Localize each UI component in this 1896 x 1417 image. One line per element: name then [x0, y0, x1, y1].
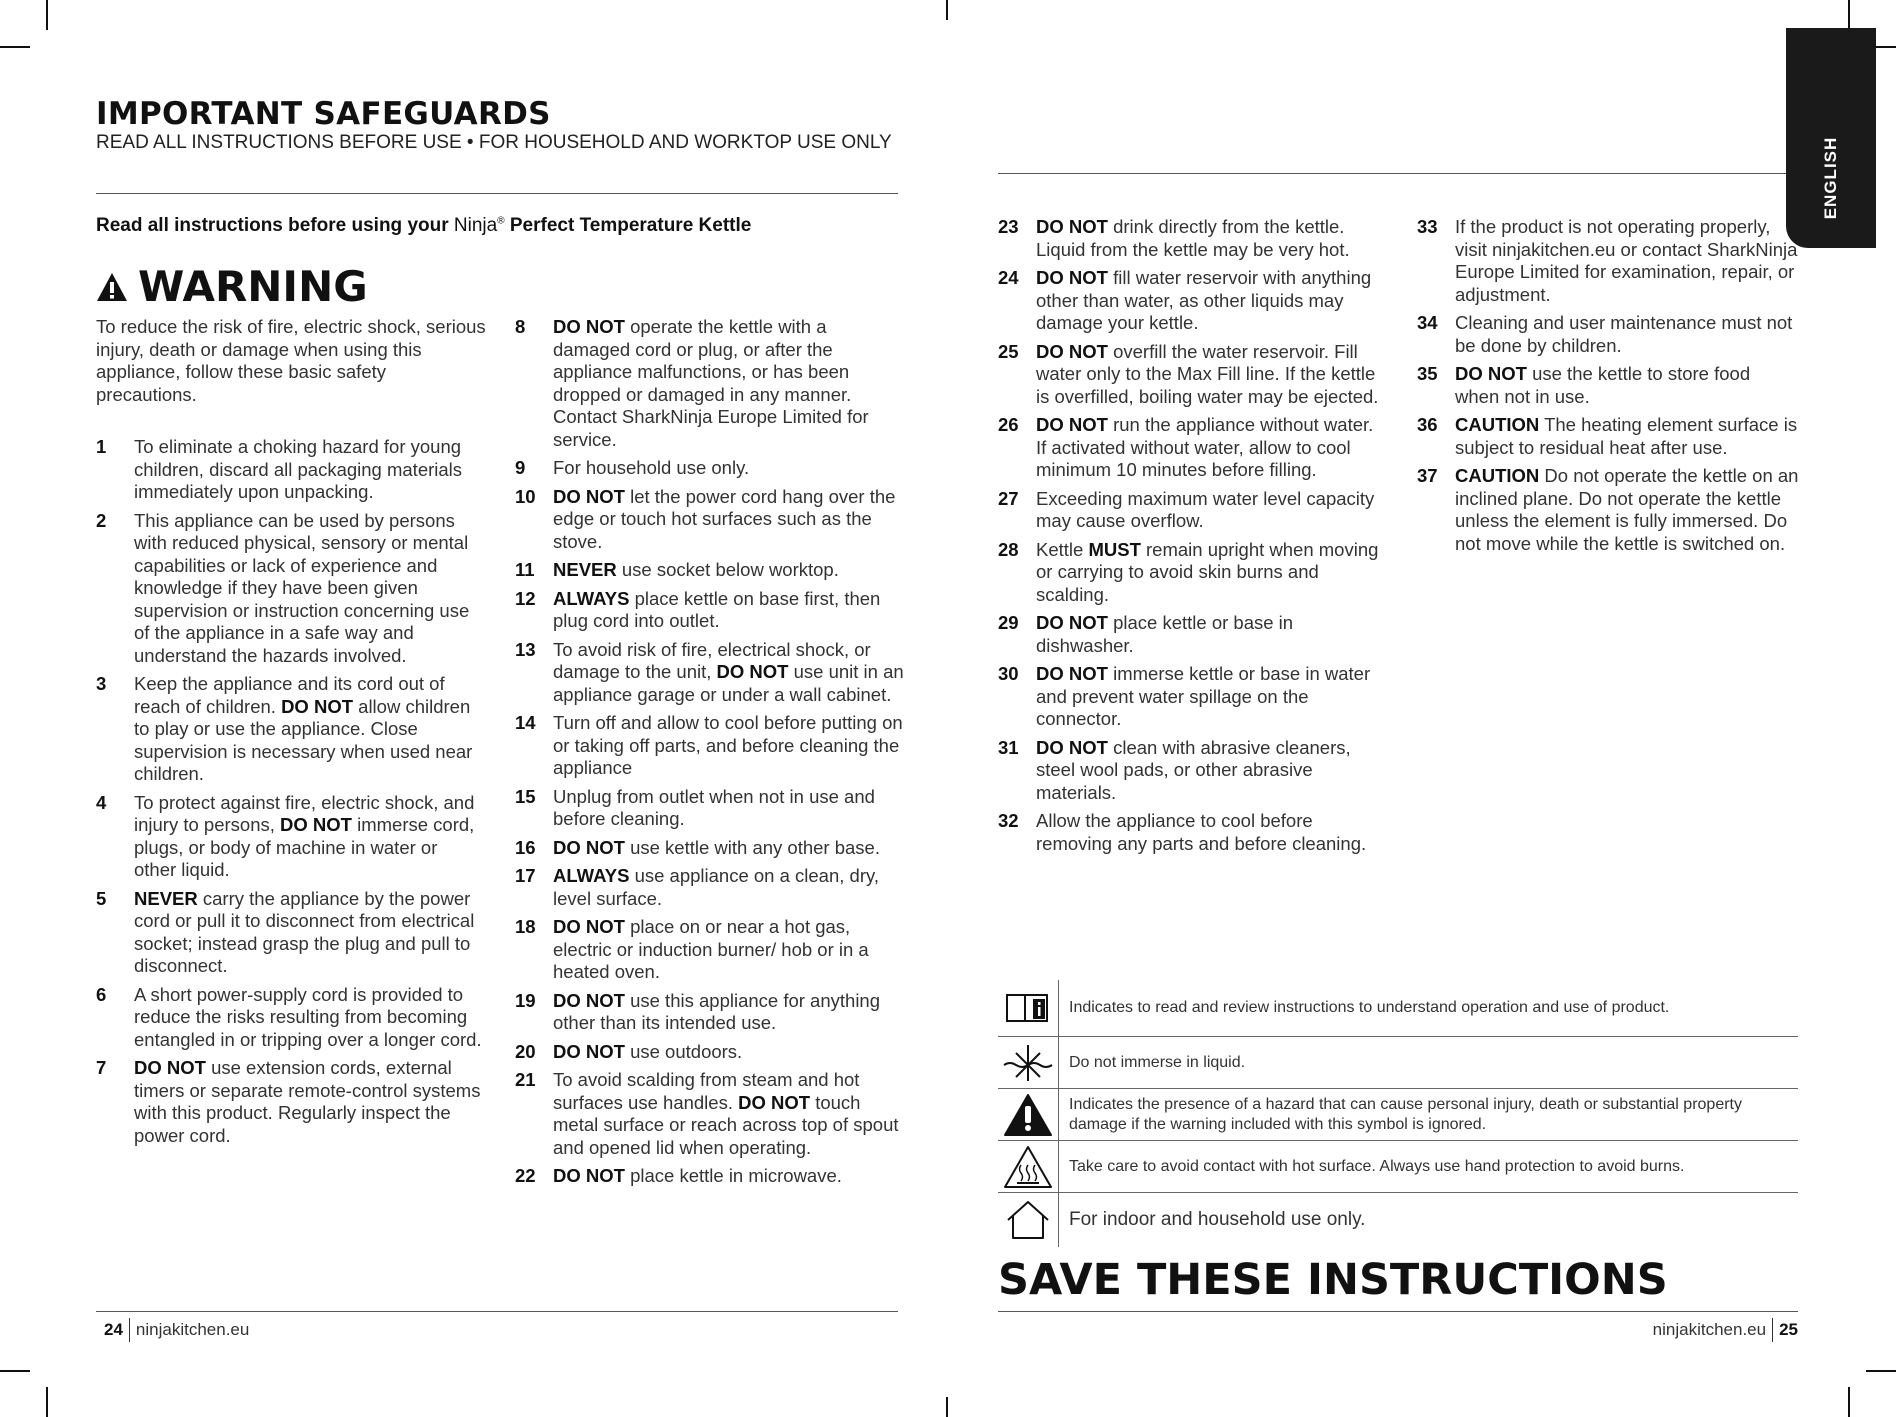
item-number: 4 — [96, 791, 107, 813]
safeguard-item — [96, 436, 484, 504]
item-emphasis: DO NOT — [553, 1165, 625, 1186]
item-number: 36 — [1417, 414, 1438, 435]
warning-heading — [96, 262, 368, 311]
symbol-row — [998, 980, 1798, 1037]
item-text: For household use only. — [553, 457, 750, 478]
item-emphasis: DO NOT — [716, 661, 789, 682]
safeguard-item — [998, 341, 1380, 409]
symbol-row — [998, 1037, 1798, 1089]
footer-right — [1653, 1318, 1798, 1342]
item-text: This appliance can be used by persons with reduced physical, sensory or mental capabilities or lack of experience and knowledge if they have been given supervision or instruction concerning use of the appliance in a safe way and understand the hazards involved. — [134, 509, 470, 666]
item-emphasis: DO NOT — [1036, 340, 1108, 362]
item-text: To avoid risk of fire, electrical shock, or damage to the unit, DO NOT use unit in an appliance garage or under a wall cabinet. — [553, 638, 904, 705]
symbol-description: Indicates to read and review instructions to understand operation and use of product. — [1069, 999, 1670, 1016]
safeguard-item — [515, 559, 905, 582]
item-number: 1 — [96, 436, 107, 457]
footer-separator — [1772, 1318, 1773, 1342]
item-emphasis: NEVER — [553, 559, 617, 580]
symbol-row — [998, 1089, 1798, 1141]
safeguard-item — [96, 510, 484, 668]
safeguard-item — [1417, 465, 1799, 555]
item-number: 2 — [96, 509, 107, 531]
product-name: Perfect Temperature Kettle — [509, 215, 752, 236]
item-text: NEVER use socket below worktop. — [553, 559, 839, 580]
item-text: Keep the appliance and its cord out of reach of children. DO NOT allow children to play or use the appliance. Close supervision is necessary when used near children. — [134, 673, 473, 784]
item-number: 5 — [96, 887, 107, 909]
item-emphasis: DO NOT — [1455, 363, 1527, 384]
read-all-notice — [96, 215, 751, 237]
item-text: DO NOT run the appliance without water. If activated without water, allow to cool minimum 10 minutes before filling. — [1036, 414, 1374, 480]
item-number: 26 — [998, 414, 1019, 435]
safeguard-item — [515, 916, 905, 984]
item-emphasis: CAUTION — [1455, 414, 1540, 435]
item-text: ALWAYS use appliance on a clean, dry, level surface. — [553, 865, 879, 909]
item-number: 8 — [515, 316, 526, 337]
item-text: CAUTION The heating element surface is subject to residual heat after use. — [1455, 414, 1798, 458]
item-emphasis: MUST — [1088, 538, 1141, 560]
item-text: Cleaning and user maintenance must not be done by children. — [1455, 312, 1793, 356]
language-tab — [1786, 28, 1876, 248]
item-number: 12 — [515, 587, 536, 609]
safeguard-item — [1417, 363, 1799, 408]
safeguard-item — [1417, 312, 1799, 357]
do-not-immerse-icon — [998, 1037, 1059, 1088]
safeguard-item — [96, 888, 484, 978]
item-text: Allow the appliance to cool before removing any parts and before cleaning. — [1036, 810, 1367, 854]
safeguard-item — [998, 267, 1380, 335]
item-text: Exceeding maximum water level capacity may cause overflow. — [1036, 487, 1375, 531]
item-text: To eliminate a choking hazard for young children, discard all packaging materials immediately upon unpacking. — [134, 436, 463, 502]
indoor-use-icon — [998, 1193, 1059, 1247]
item-text: DO NOT clean with abrasive cleaners, steel wool pads, or other abrasive materials. — [1036, 736, 1351, 803]
item-number: 27 — [998, 487, 1019, 509]
safeguard-item — [515, 1165, 905, 1188]
item-text: Unplug from outlet when not in use and before cleaning. — [553, 785, 875, 829]
header-divider-left — [96, 193, 898, 194]
footer-divider-left — [96, 1311, 898, 1312]
safeguard-item — [998, 663, 1380, 731]
item-emphasis: ALWAYS — [553, 587, 630, 609]
item-number: 9 — [515, 457, 526, 478]
item-number: 34 — [1417, 312, 1438, 333]
footer-separator — [129, 1318, 130, 1342]
safeguard-item — [96, 1057, 484, 1147]
safeguard-item — [515, 639, 905, 707]
item-number: 31 — [998, 736, 1019, 758]
item-number: 7 — [96, 1057, 107, 1078]
warning-intro: To reduce the risk of fire, electric shock, serious injury, death or damage when using this appliance, follow these basic safety precautions. — [96, 316, 486, 405]
item-text: DO NOT operate the kettle with a damaged cord or plug, or after the appliance malfunctions, or has been dropped or damaged in any manner. Contact SharkNinja Europe Limited for service. — [553, 316, 869, 450]
safeguard-item — [515, 786, 905, 831]
item-text: If the product is not operating properly, visit ninjakitchen.eu or contact SharkNinja Europe Limited for examination, repair, or adjustment. — [1455, 216, 1798, 305]
safeguard-item — [515, 457, 905, 480]
item-emphasis: CAUTION — [1455, 465, 1540, 486]
safeguard-item — [998, 216, 1380, 261]
registered-mark: ® — [497, 215, 505, 227]
item-text: ALWAYS place kettle on base first, then plug cord into outlet. — [553, 587, 881, 631]
item-text: DO NOT place kettle or base in dishwasher. — [1036, 612, 1294, 656]
symbol-row — [998, 1193, 1798, 1247]
symbol-description: For indoor and household use only. — [1069, 1209, 1366, 1230]
page-number-right: 25 — [1779, 1320, 1798, 1339]
item-text: DO NOT use kettle with any other base. — [553, 836, 880, 858]
item-number: 32 — [998, 810, 1019, 831]
safeguard-item — [515, 1041, 905, 1064]
item-emphasis: DO NOT — [553, 1040, 625, 1062]
item-text: To avoid scalding from steam and hot surfaces use handles. DO NOT touch metal surface or reach across top of spout and opened lid when operating. — [553, 1069, 899, 1158]
item-emphasis: DO NOT — [1036, 612, 1108, 633]
hazard-warning-icon — [998, 1089, 1059, 1140]
page-subtitle: READ ALL INSTRUCTIONS BEFORE USE • FOR HOUSEHOLD AND WORKTOP USE ONLY — [96, 132, 892, 153]
item-emphasis: DO NOT — [281, 695, 354, 717]
safeguards-column-4 — [1417, 216, 1799, 561]
item-text: DO NOT place kettle in microwave. — [553, 1165, 842, 1186]
safeguard-item — [998, 539, 1380, 607]
item-number: 35 — [1417, 363, 1438, 384]
item-emphasis: DO NOT — [1036, 267, 1108, 288]
symbol-row — [998, 1141, 1798, 1193]
item-number: 23 — [998, 216, 1019, 237]
read-all-prefix: Read all instructions before using your — [96, 215, 449, 236]
item-text: NEVER carry the appliance by the power cord or pull it to disconnect from electrical socket; instead grasp the plug and pull to disconnect. — [134, 887, 475, 976]
item-text: DO NOT drink directly from the kettle. Liquid from the kettle may be very hot. — [1036, 216, 1350, 260]
item-number: 10 — [515, 485, 536, 507]
safeguards-column-2 — [515, 316, 905, 1194]
brand-name: Ninja — [453, 215, 498, 236]
item-emphasis: DO NOT — [553, 836, 625, 858]
item-number: 30 — [998, 663, 1019, 684]
safeguard-item — [515, 588, 905, 633]
item-number: 24 — [998, 267, 1019, 288]
item-emphasis: DO NOT — [738, 1091, 811, 1113]
item-number: 11 — [515, 559, 535, 580]
item-number: 22 — [515, 1165, 536, 1186]
safeguard-item — [998, 737, 1380, 805]
item-number: 17 — [515, 865, 536, 886]
warning-icon — [96, 272, 128, 302]
safeguard-item — [998, 612, 1380, 657]
item-number: 37 — [1417, 465, 1438, 486]
item-number: 18 — [515, 916, 536, 937]
safeguard-item — [998, 414, 1380, 482]
item-text: DO NOT use extension cords, external timers or separate remote-control systems with this product. Regularly inspect the power cord. — [134, 1057, 481, 1146]
item-number: 20 — [515, 1040, 536, 1062]
item-text: DO NOT let the power cord hang over the edge or touch hot surfaces such as the stove. — [553, 485, 896, 552]
item-number: 33 — [1417, 216, 1438, 237]
item-number: 29 — [998, 612, 1019, 633]
item-emphasis: DO NOT — [553, 485, 625, 507]
item-emphasis: DO NOT — [280, 814, 352, 835]
save-instructions-heading: SAVE THESE INSTRUCTIONS — [998, 1255, 1668, 1305]
item-emphasis: DO NOT — [553, 316, 625, 337]
item-number: 25 — [998, 340, 1019, 362]
item-number: 21 — [515, 1069, 536, 1090]
footer-left — [104, 1318, 249, 1342]
item-text: DO NOT immerse kettle or base in water and prevent water spillage on the connector. — [1036, 663, 1371, 729]
item-text: DO NOT use this appliance for anything other than its intended use. — [553, 989, 881, 1033]
footer-divider-right — [998, 1311, 1798, 1312]
warning-label: WARNING — [138, 262, 368, 311]
symbol-description: Indicates the presence of a hazard that can cause personal injury, death or substantial property damage if the warning included with this symbol is ignored. — [1069, 1095, 1742, 1133]
safeguard-item — [96, 673, 484, 786]
website-link-left[interactable]: ninjakitchen.eu — [135, 1320, 250, 1339]
item-emphasis: DO NOT — [1036, 663, 1108, 684]
item-number: 6 — [96, 983, 107, 1005]
safeguard-item — [998, 488, 1380, 533]
item-text: DO NOT use outdoors. — [553, 1040, 743, 1062]
read-instructions-icon — [998, 980, 1059, 1036]
safeguard-item — [515, 316, 905, 451]
safeguards-column-1 — [96, 436, 484, 1153]
safeguard-item — [1417, 414, 1799, 459]
item-text: A short power-supply cord is provided to reduce the risks resulting from becoming entangled in or tripping over a longer cord. — [134, 983, 482, 1050]
item-emphasis: DO NOT — [1036, 216, 1108, 237]
item-text: To protect against fire, electric shock, and injury to persons, DO NOT immerse cord, plugs, or body of machine in water or other liquid. — [134, 791, 475, 880]
item-emphasis: DO NOT — [553, 989, 625, 1011]
safeguard-item — [515, 486, 905, 554]
hot-surface-icon — [998, 1141, 1059, 1192]
item-number: 16 — [515, 836, 536, 858]
item-number: 3 — [96, 673, 107, 694]
page-number-left: 24 — [104, 1320, 123, 1339]
safeguard-item — [515, 1069, 905, 1159]
item-number: 15 — [515, 785, 536, 807]
item-text: CAUTION Do not operate the kettle on an inclined plane. Do not operate the kettle unless the element is fully immersed. Do not move while the kettle is switched on. — [1455, 465, 1799, 554]
page-title: IMPORTANT SAFEGUARDS — [96, 96, 551, 132]
symbol-description: Do not immerse in liquid. — [1069, 1053, 1246, 1071]
item-text: DO NOT use the kettle to store food when not in use. — [1455, 363, 1751, 407]
item-text: Kettle MUST remain upright when moving or carrying to avoid skin burns and scalding. — [1036, 538, 1379, 605]
safeguard-item — [515, 712, 905, 780]
safeguard-item — [515, 990, 905, 1035]
item-text: Turn off and allow to cool before putting on or taking off parts, and before cleaning the appliance — [553, 712, 903, 778]
item-number: 28 — [998, 538, 1019, 560]
safeguard-item — [515, 837, 905, 860]
item-number: 14 — [515, 712, 536, 733]
item-number: 19 — [515, 989, 536, 1011]
header-divider-right — [998, 173, 1798, 174]
safeguard-item — [998, 810, 1380, 855]
language-label: ENGLISH — [1821, 136, 1840, 220]
item-text: DO NOT overfill the water reservoir. Fill water only to the Max Fill line. If the kettle is overfilled, boiling water may be ejected. — [1036, 340, 1379, 407]
item-number: 13 — [515, 638, 536, 660]
item-emphasis: DO NOT — [134, 1057, 206, 1078]
item-text: DO NOT place on or near a hot gas, electric or induction burner/ hob or in a heated oven. — [553, 916, 869, 982]
safeguard-item — [96, 984, 484, 1052]
symbols-table — [998, 980, 1798, 1247]
symbol-description: Take care to avoid contact with hot surface. Always use hand protection to avoid burns. — [1069, 1157, 1685, 1175]
website-link-right[interactable]: ninjakitchen.eu — [1652, 1320, 1767, 1339]
safeguard-item — [96, 792, 484, 882]
item-emphasis: DO NOT — [553, 916, 625, 937]
safeguard-item — [515, 865, 905, 910]
item-emphasis: ALWAYS — [553, 865, 630, 886]
item-emphasis: NEVER — [134, 887, 198, 909]
safeguards-column-3 — [998, 216, 1380, 861]
item-emphasis: DO NOT — [1036, 414, 1108, 435]
safeguard-item — [1417, 216, 1799, 306]
item-text: DO NOT fill water reservoir with anything other than water, as other liquids may damage your kettle. — [1036, 267, 1372, 333]
item-emphasis: DO NOT — [1036, 736, 1108, 758]
